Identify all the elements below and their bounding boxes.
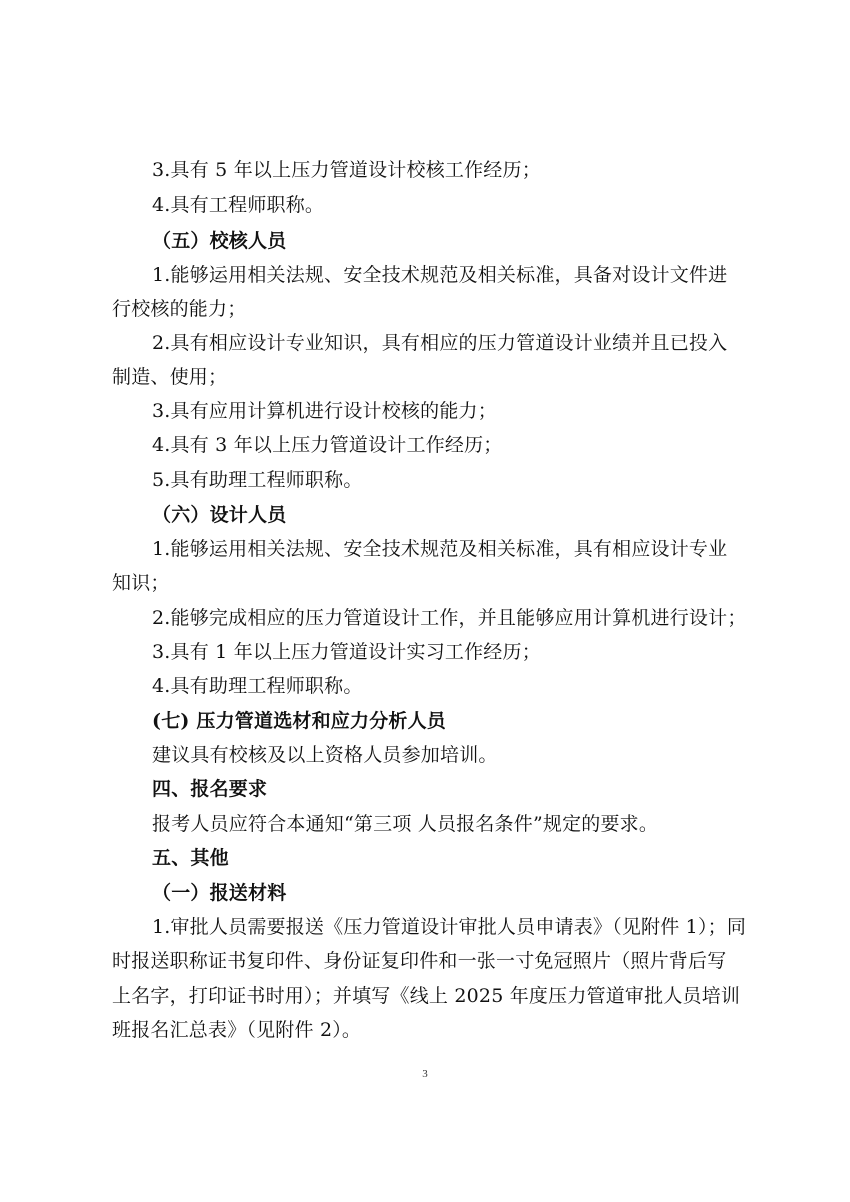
paragraph-line: 5.具有助理工程师职称。 [152,469,363,491]
paragraph-line: 班报名汇总表》（见附件 2）。 [112,1019,362,1041]
section-heading: (七) 压力管道选材和应力分析人员 [152,710,446,732]
paragraph-line: 2.具有相应设计专业知识，具有相应的压力管道设计业绩并且已投入 [152,332,728,354]
paragraph-line: 1.审批人员需要报送《压力管道设计审批人员申请表》（见附件 1）；同 [152,916,747,938]
paragraph-line: 1.能够运用相关法规、安全技术规范及相关标准，具有相应设计专业 [152,538,728,560]
section-heading: （一）报送材料 [152,882,287,904]
paragraph-line: 3.具有 5 年以上压力管道设计校核工作经历； [152,159,541,181]
paragraph-line: 4.具有 3 年以上压力管道设计工作经历； [152,434,503,456]
paragraph-line: 知识； [112,572,170,594]
section-heading: （六）设计人员 [152,504,287,526]
paragraph-line: 3.具有应用计算机进行设计校核的能力； [152,400,497,422]
paragraph-line: 3.具有 1 年以上压力管道设计实习工作经历； [152,641,541,663]
page-number: 3 [422,1068,428,1080]
paragraph-line: 报考人员应符合本通知“第三项 人员报名条件”规定的要求。 [152,813,659,835]
chapter-heading: 五、其他 [152,847,229,869]
paragraph-line: 制造、使用； [112,366,228,388]
section-heading: （五）校核人员 [152,230,287,252]
chapter-heading: 四、报名要求 [152,778,268,800]
paragraph-line: 建议具有校核及以上资格人员参加培训。 [152,744,498,766]
paragraph-line: 4.具有助理工程师职称。 [152,675,363,697]
paragraph-line: 2.能够完成相应的压力管道设计工作，并且能够应用计算机进行设计； [152,607,747,629]
paragraph-line: 行校核的能力； [112,298,247,320]
paragraph-line: 1.能够运用相关法规、安全技术规范及相关标准，具备对设计文件进 [152,264,728,286]
paragraph-line: 4.具有工程师职称。 [152,194,325,216]
paragraph-line: 时报送职称证书复印件、身份证复印件和一张一寸免冠照片（照片背后写 [112,950,727,972]
paragraph-line: 上名字，打印证书时用）；并填写《线上 2025 年度压力管道审批人员培训 [112,985,741,1007]
